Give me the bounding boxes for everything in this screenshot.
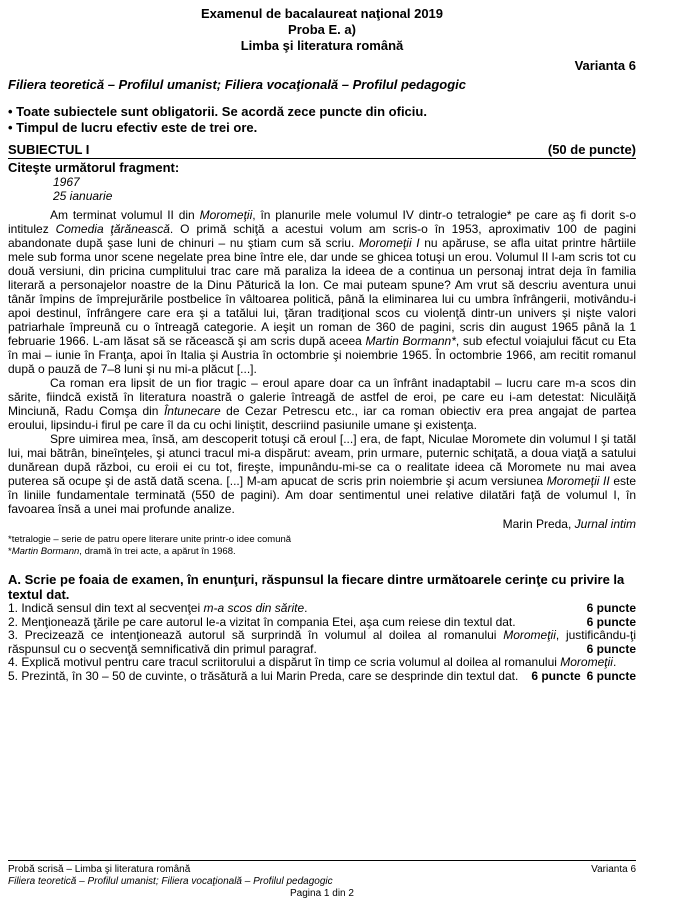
footnotes xyxy=(8,534,636,558)
question-points: 6 puncte xyxy=(531,668,581,683)
footnote-2: *Martin Bormann, dramă în trei acte, a apărut în 1968. xyxy=(8,546,236,557)
subject-title: SUBIECTUL I xyxy=(8,142,90,157)
footer-filiera: Filiera teoretică – Profilul umanist; Filiera vocaţională – Profilul pedagogic xyxy=(8,876,333,887)
exam-proba: Proba E. a) xyxy=(288,22,356,37)
question-1: 1. Indică sensul din text al secvenţei m-a scos din sărite. 6 puncte xyxy=(8,601,636,615)
variant-label: Varianta 6 xyxy=(574,58,636,73)
exam-rules xyxy=(8,104,636,136)
exam-subject: Limba şi literatura română xyxy=(240,38,404,53)
paragraph-1: Am terminat volumul II din Moromeţii, în planurile mele volumul IV dintr-o tetralogie* pe care aş fi dorit s-o intitulez Comedia ţărănească. O primă schiţă a acestui volum am scris-o în 1953, aproximativ 100 de pagini abandonate după şase luni de chinuri – nu ştiam cum să scriu. Moromeţii I nu apăruse, se afla uitat printre hârtiile mele sub forma unor scene negelate prea bine între ele, dar unde se ghicea totuşi un erou. Volumul II l-am scris tot cu două versiuni, din pricina cumplitului trac care mă paraliza la ideea de a continua un personaj intrat deja în familia literară a personajelor noastre de la Dinu Păturică la Ion. Ce mai puteam spune? Am vrut să descriu aventura unui tânăr împins de împrejurările postbelice în vâltoarea politică, până la eliminarea lui cu umbra înfrângerii, motivându-i apoi destinul, înfrângere care era şi a tatălui lui, ţăran tradiţional scos cu violenţă dintr-un univers şi nişte valori patriarhale împreună cu o întreagă categorie. A ieşit un roman de 360 de pagini, scris din august 1965 până la 1 februarie 1966. L-am lăsat să se răcească şi am scris după aceea Martin Bormann*, sub efectul voiajului făcut cu Eta în mai – iunie în Franţa, apoi în Italia şi Austria în octombrie şi noiembrie 1965. În octombrie 1966, am recitit romanul după o pauză de 7–8 luni şi nu mi-a plăcut [...]. xyxy=(8,208,637,376)
rule-item: • Toate subiectele sunt obligatorii. Se acordă zece puncte din oficiu. xyxy=(8,104,427,119)
question-4: 4. Explică motivul pentru care tracul scriitorului a dispărut în timp ce scria volumul al doilea al romanului Moromeţii. 6 puncte xyxy=(8,655,636,683)
section-a-title: A. Scrie pe foaia de examen, în enunţuri, răspunsul la fiecare dintre următoarele cerinţe cu privire la textul dat. xyxy=(8,572,625,602)
subject-points: (50 de puncte) xyxy=(547,142,636,157)
filiera-line: Filiera teoretică – Profilul umanist; Filiera vocaţională – Profilul pedagogic xyxy=(8,77,467,92)
exam-header xyxy=(8,6,636,54)
question-points: 6 puncte xyxy=(586,601,636,615)
paragraph-3: Spre uimirea mea, însă, am descoperit totuşi că eroul [...] era, de fapt, Niculae Moromete din volumul I şi tatăl lui, mai bătrân, bineînţeles, şi atunci tracul mi-a dispărut: aveam, prin urmare, puternic schiţată, a doua viaţă a satului dunărean după război, cu eroii ei cu tot, fireşte, impunându-mi-se ca o realitate ideea că Moromete nu mai avea puterea să ocupe şi de astă dată scena. [...] M-am apucat de scris prin noiembrie şi acum versiunea Moromeţii II este în liniile fundamentale terminată (550 de pagini). Am doar sentimentul unei relative dilatări faţă de volumul I, în favoarea însă a unei mai profunde analize. xyxy=(8,432,637,516)
journal-day: 25 ianuarie xyxy=(53,189,113,203)
question-points: 6 puncte xyxy=(586,641,636,656)
page-number: Pagina 1 din 2 xyxy=(290,888,354,899)
paragraph-2: Ca roman era lipsit de un fior tragic – eroul apare doar ca un înfrânt inadaptabil – lucru care m-a scos din sărite, fiindcă există în literatura noastră o galerie întreagă de astfel de eroi, pe care eu i-am detestat: Niculăiţă Minciună, Radu Comşa din Întunecare de Cezar Petrescu etc., iar ca roman obiectiv era prea angajat de partea eroului, lipsindu-i firul pe care îl da cu ochi liniştit, descriind pasiunile umane şi existenţa. xyxy=(8,376,636,432)
question-points: 6 puncte xyxy=(586,614,636,629)
footer-proba: Probă scrisă – Limba şi literatura română xyxy=(8,864,191,875)
source-attribution: Marin Preda, Jurnal intim xyxy=(502,517,636,531)
exam-page xyxy=(8,6,636,683)
question-5: 5. Prezintă, în 30 – 50 de cuvinte, o trăsătură a lui Marin Preda, care se desprinde din textul dat. 6 puncte xyxy=(8,668,581,683)
rule-item: • Timpul de lucru efectiv este de trei ore. xyxy=(8,120,258,135)
footnote-1: *tetralogie – serie de patru opere literare unite printr-o idee comună xyxy=(8,534,292,545)
read-instruction: Citeşte următorul fragment: xyxy=(8,160,180,175)
footer-variant: Varianta 6 xyxy=(591,864,636,875)
fragment-text xyxy=(8,208,636,516)
question-points: 6 puncte xyxy=(586,668,636,683)
question-2: 2. Menţionează ţările pe care autorul le-a vizitat în compania Etei, aşa cum reiese din textul dat. 6 puncte xyxy=(8,614,636,629)
question-list xyxy=(8,602,636,683)
journal-year: 1967 xyxy=(53,175,80,189)
exam-title: Examenul de bacalaureat naţional 2019 xyxy=(200,6,444,21)
question-3: 3. Precizează ce intenţionează autorul să surprindă în volumul al doilea al romanului Moromeţii, justificându-ţi răspunsul cu o secvenţă semnificativă din primul paragraf. 6 puncte xyxy=(8,628,636,656)
page-footer xyxy=(8,860,636,900)
subject-heading xyxy=(8,142,636,159)
